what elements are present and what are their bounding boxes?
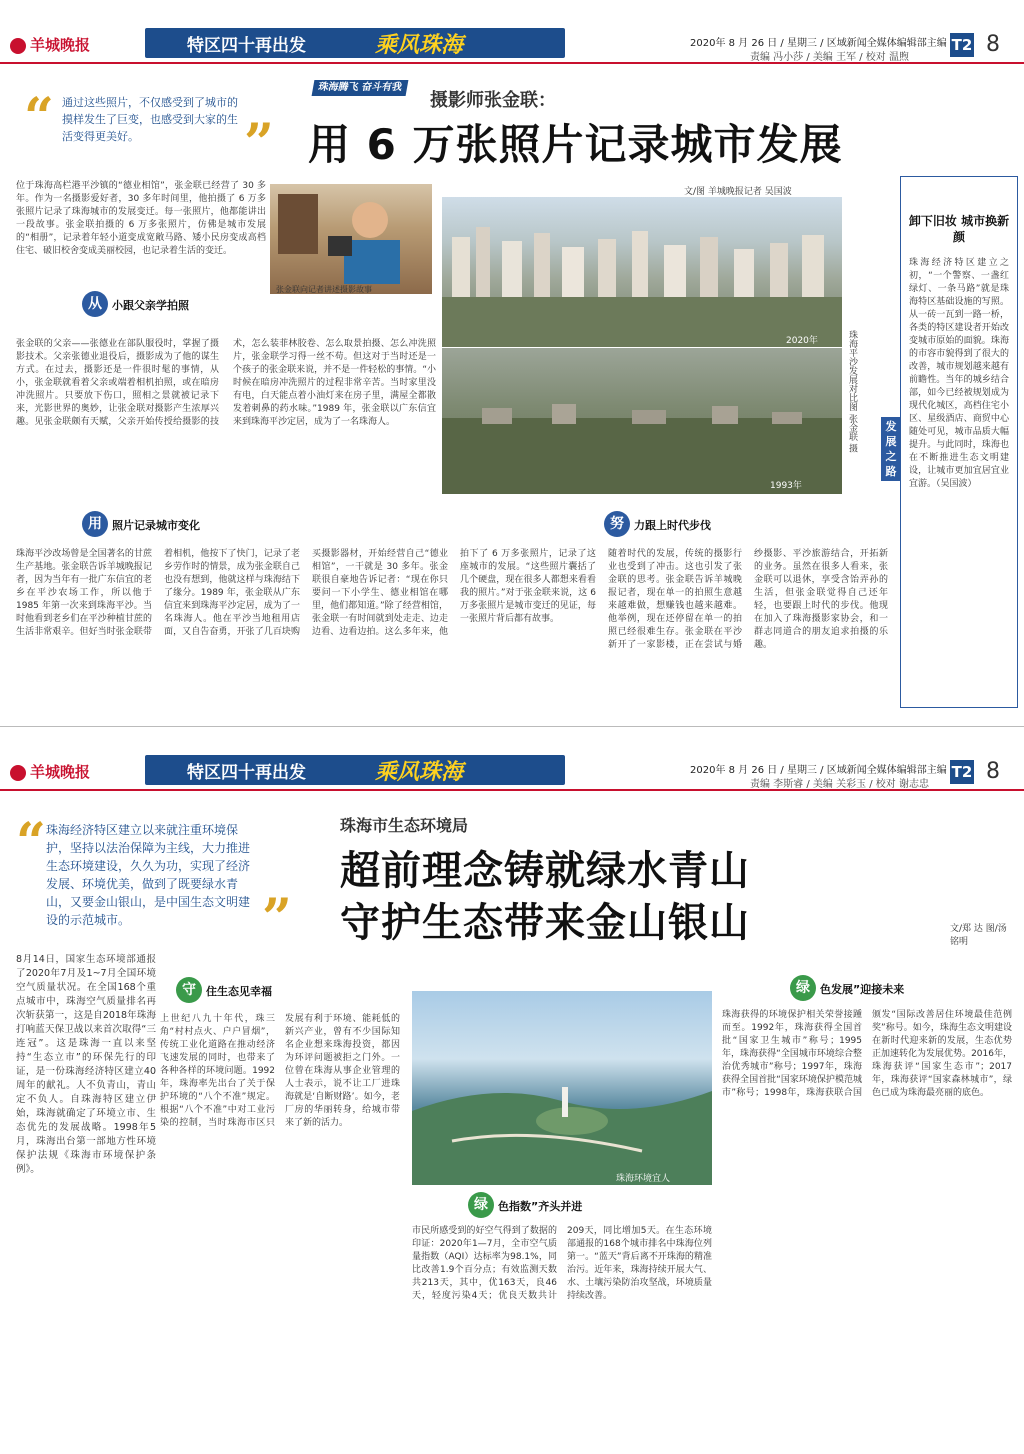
section-banner xyxy=(145,755,565,785)
page-two xyxy=(0,727,1024,1454)
sidebar-tag: 发展之路 xyxy=(881,417,901,481)
headline-line-2: 守护生态带来金山银山 xyxy=(340,900,750,946)
staff-line: 责编 李斯睿 / 美编 关彩玉 / 校对 谢志忠 xyxy=(750,779,929,790)
newspaper-logo xyxy=(10,761,90,782)
section-title: 特区四十再出发 xyxy=(187,763,306,783)
lead-paragraph: 位于珠海高栏港平沙镇的“德业相馆”，张金联已经营了 30 多年。作为一名摄影爱好者，30 多年时间里，他拍摄了 6 万多张照片记录了珠海城市的发展变迁。每一张照片，他都能讲出一段故事。张金联拍摄的 6 万多张照片，仿佛是城市发展的“相册”，记录着年轻小道变成宽敞马路、矮小民房变成高档住宅、破旧校舍变成美丽校园，也记录着生活的变迁。 xyxy=(16,181,266,256)
section-title: 力跟上时代步伐 xyxy=(634,519,711,532)
headline: 用 6 万张照片记录城市发展 xyxy=(308,120,843,169)
logo-icon xyxy=(10,38,26,54)
logo-icon xyxy=(10,765,26,781)
sidebar-body: 珠海经济特区建立之初，“一个警察、一盏红绿灯、一条马路”就是珠海特区基础设施的写照。从一砖一瓦到一路一桥，各类的特区建设者开始改变城市原始的面貌。珠海的市容市貌得到了很大的改善，城市规划越来越有前瞻性。当年的城乡结合部，如今已经被规划成为现代化城区，高档住宅小区、星级酒店、商贸中心随处可见，城市品质大幅提升。与此同时，珠海也在不断推进生态文明建设，让城市更加宜居宜业宜游。（吴国波） xyxy=(909,258,1009,489)
page-number: 8 xyxy=(986,32,1000,57)
section-title: 照片记录城市变化 xyxy=(112,519,200,532)
section-badge: 守 xyxy=(176,977,202,1003)
subhead: 珠海市生态环境局 xyxy=(340,816,469,835)
city-photo-1993 xyxy=(442,348,842,494)
portrait-photo xyxy=(270,184,432,294)
section-1-body: 上世纪八九十年代，珠三角“村村点火、户户冒烟”，传统工业化道路在推动经济飞速发展的同时，也带来了各种各样的环境问题。1992年，珠海率先出台了关于保护环境的“八个不准”规定。根据“八个不准”中对工业污染的控制，当时珠海市区只发展有利于环境、能耗低的新兴产业，曾有不少国际知名企业想来珠海投资，都因为环评问题被拒之门外。一位曾在珠海从事企业管理的人士表示，说不让工厂进珠海就是‘自断财路’。如今，老厂房的华丽转身，给城市带来了新的活力。 xyxy=(160,1014,400,1128)
section-2-body: 市民所感受到的好空气得到了数据的印证：2020年1—7月，全市空气质量指数（AQI）达标率为98.1%，同比改善1.9个百分点；有效监测天数共213天，其中，优163天，良46天，轻度污染4天；优良天数共计209天，同比增加5天。在生态环境部通报的168个城市排名中珠海位列第一。“蓝天”背后离不开珠海的精准治污。近年来，珠海持续开展大气、水、土壤污染防治攻坚战，环境质量持续改善。 xyxy=(412,1226,712,1301)
date-line: 2020年 8 月 26 日 / 星期三 / 区域新闻全媒体编辑部主编 xyxy=(690,38,947,49)
portrait-caption: 张金联向记者讲述摄影故事 xyxy=(276,285,372,294)
pull-quote: 珠海经济特区建立以来就注重环境保护，坚持以法治保障为主线，大力推进生态环境建设，久久为功，实现了经济发展、环境优美，做到了既要绿水青山，又要金山银山，是中国生态文明建设的示范城市。 xyxy=(46,823,251,927)
old-town-scene xyxy=(442,348,842,494)
city-photo-2020 xyxy=(442,197,842,347)
open-quote-icon: “ xyxy=(24,87,54,148)
section-banner xyxy=(145,28,565,58)
section-title: 色指数”齐头并进 xyxy=(498,1200,583,1213)
coastline-scene xyxy=(412,991,712,1185)
date-line: 2020年 8 月 26 日 / 星期三 / 区域新闻全媒体编辑部主编 xyxy=(690,765,947,776)
section-3-body: 珠海获得的环境保护相关荣誉接踵而至。1992年，珠海获得全国首批“国家卫生城市”称号；1995年，珠海获得“全国城市环境综合整治优秀城市”称号；1997年，珠海获得全国首批“国家环境保护模范城市”称号；1998年，珠海获联合国颁发“国际改善居住环境最佳范例奖”称号。如今，珠海生态文明建设在新时代迎来新的发展，生态优势正加速转化为发展优势。2016年，珠海获评“国家生态市”；2017年，珠海获评“国家森林城市”，绿色已成为珠海最亮丽的底色。 xyxy=(722,1010,1012,1098)
logo-text: 羊城晚报 xyxy=(30,763,91,781)
section-title: 特区四十再出发 xyxy=(187,36,306,56)
section-title: 住生态见幸福 xyxy=(206,985,272,998)
section-badge: 绿 xyxy=(468,1192,494,1218)
photo-caption: 珠海环境宜人 xyxy=(616,1174,671,1184)
subhead: 摄影师张金联： xyxy=(430,90,556,111)
section-badge: 绿 xyxy=(790,975,816,1001)
photo-year-2020: 2020年 xyxy=(786,336,818,346)
section-title: 色发展”迎接未来 xyxy=(820,983,905,996)
section-header-2 xyxy=(468,1192,668,1220)
masthead xyxy=(0,727,1024,791)
section-2-body: 珠海平沙改场曾是全国著名的甘蔗生产基地。张金联告诉羊城晚报记者，因为当年有一批广东信宜的老乡在平沙农场工作，所以他于 1985 年第一次来到珠海平沙。当时他看到老乡们在平沙种植甘蔗的生活非常艰辛。但好当时张金联带着相机，他按下了快门，记录了老乡劳作时的情景，成为张金联自己也没有想到，他就这样与珠海结下了缘分。1989 年，张金联从广东信宜来到珠海平沙定居，成为了一名珠海人。他在平沙当地租用店面，又自告奋勇，开张了几百块购买摄影器材，开始经营自己“德业相馆”，一干就是 30 多年。张金联很自豪地告诉记者：“现在你只要问一下小学生、德业相馆在哪里，他们都知道。”除了经营相馆，张金联一有时间就到处走走、边走边看、边看边拍。这么多年来，他拍下了 6 万多张照片，记录了这座城市的发展。“这些照片囊括了几个硬盘，现在很多人都想来看看我的照片。”对于张金联来说，这 6 万多张照片是城市变迁的见证，每一张照片背后都有故事。 xyxy=(16,549,596,637)
headline-line-1: 超前理念铸就绿水青山 xyxy=(340,848,750,894)
newspaper-logo xyxy=(10,34,90,55)
section-header-3 xyxy=(604,511,804,539)
section-slogan: 乘风珠海 xyxy=(375,32,464,58)
comparison-caption: 珠海平沙发展对比图 张金联 摄 xyxy=(847,330,857,453)
section-3-body: 随着时代的发展，传统的摄影行业也受到了冲击。这也引发了张金联的思考。张金联告诉羊城晚报记者，现在单一的拍照生意越来越难做，想赚钱也越来越难。他举例，现在还停留在单一的拍照已经很难生存。张金联在平沙新开了一家影楼，正在尝试与婚纱摄影、平沙旅游结合，开拓新的业务。虽然在很多人看来，张金联可以退休，享受含饴弄孙的生活，但张金联觉得自己还年轻，也要跟上时代的步伐。他现在加入了珠海摄影家协会，和一群志同道合的朋友追求拍摄的乐趣。 xyxy=(608,549,888,650)
kicker-tag: 珠海腾飞 奋斗有我 xyxy=(312,80,409,96)
lead-paragraph: 8月14日，国家生态环境部通报了2020年7月及1~7月全国环境空气质量状况。在全国168个重点城市中，珠海空气质量排名再次斩获第一，这是自2018年珠海打响蓝天保卫战以来首次取得“三连冠”。这是珠海一直以来坚持“生态立市”的环保先行的印证，是一份珠海经济特区建立40周年的献礼。人不负青山，青山定不负人。自珠海特区建立伊始，珠海就确定了环境立市、生态优先的发展战略。1998年5月，珠海出台第一部地方性环境保护法规《珠海市环境保护条例》。 xyxy=(16,954,156,1175)
page-number: 8 xyxy=(986,759,1000,784)
section-slogan: 乘风珠海 xyxy=(375,759,464,785)
close-quote-icon: ” xyxy=(244,113,274,174)
byline: 文/郑 达 图/汤铭明 xyxy=(950,924,1007,947)
section-badge: 从 xyxy=(82,291,108,317)
byline: 文/图 羊城晚报记者 吴国波 xyxy=(684,187,792,197)
close-quote-icon: ” xyxy=(262,888,292,949)
coast-photo xyxy=(412,991,712,1185)
section-badge: 努 xyxy=(604,511,630,537)
pull-quote: 通过这些照片，不仅感受到了城市的摸样发生了巨变，也感受到大家的生活变得更美好。 xyxy=(62,96,238,143)
portrait-figure xyxy=(270,184,432,284)
masthead xyxy=(0,0,1024,64)
section-header-3 xyxy=(790,975,990,1003)
section-title: 小跟父亲学拍照 xyxy=(112,299,189,312)
sidebar-box xyxy=(885,176,1018,708)
sidebar-title: 卸下旧妆 城市换新颜 xyxy=(908,214,1010,244)
section-header-2 xyxy=(82,511,282,539)
open-quote-icon: “ xyxy=(16,812,46,873)
staff-line: 责编 冯小莎 / 美编 王军 / 校对 温煦 xyxy=(750,52,909,63)
edition-badge: T2 xyxy=(950,33,974,57)
photo-year-1993: 1993年 xyxy=(770,481,802,491)
section-badge: 用 xyxy=(82,511,108,537)
section-1-body: 张金联的父亲——张德业在部队服役时，掌握了摄影技术。父亲张德业退役后，摄影成为了他的谋生方式。在过去，摄影还是一件很时髦的事情，从小，张金联就看着父亲或端着相机拍照，或在暗房冲洗照片。只要放下伤口，照相之景就被记录下来，光影世界的奥妙，让张金联对摄影产生浓厚兴趣。见张金联颇有天赋，父亲开始传授给摄影的技术，怎么装菲林胶卷、怎么取景拍摄、怎么冲洗照片，张金联学习得一丝不苟。但这对于当时还是一个孩子的张金联来说，并不是一件轻松的事情。“小时候在暗房冲洗照片的过程非常辛苦。当时家里没有电，白天能点着小油灯来在房子里，满屋全都散发着刺鼻的药水味。”1989 年，张金联以广东信宜来到珠海平沙定居，成为了一名珠海人。 xyxy=(16,339,436,427)
section-header-1 xyxy=(176,977,336,1005)
section-header-1 xyxy=(82,291,262,319)
logo-text: 羊城晚报 xyxy=(30,36,91,54)
edition-badge: T2 xyxy=(950,760,974,784)
city-skyline xyxy=(442,197,842,347)
